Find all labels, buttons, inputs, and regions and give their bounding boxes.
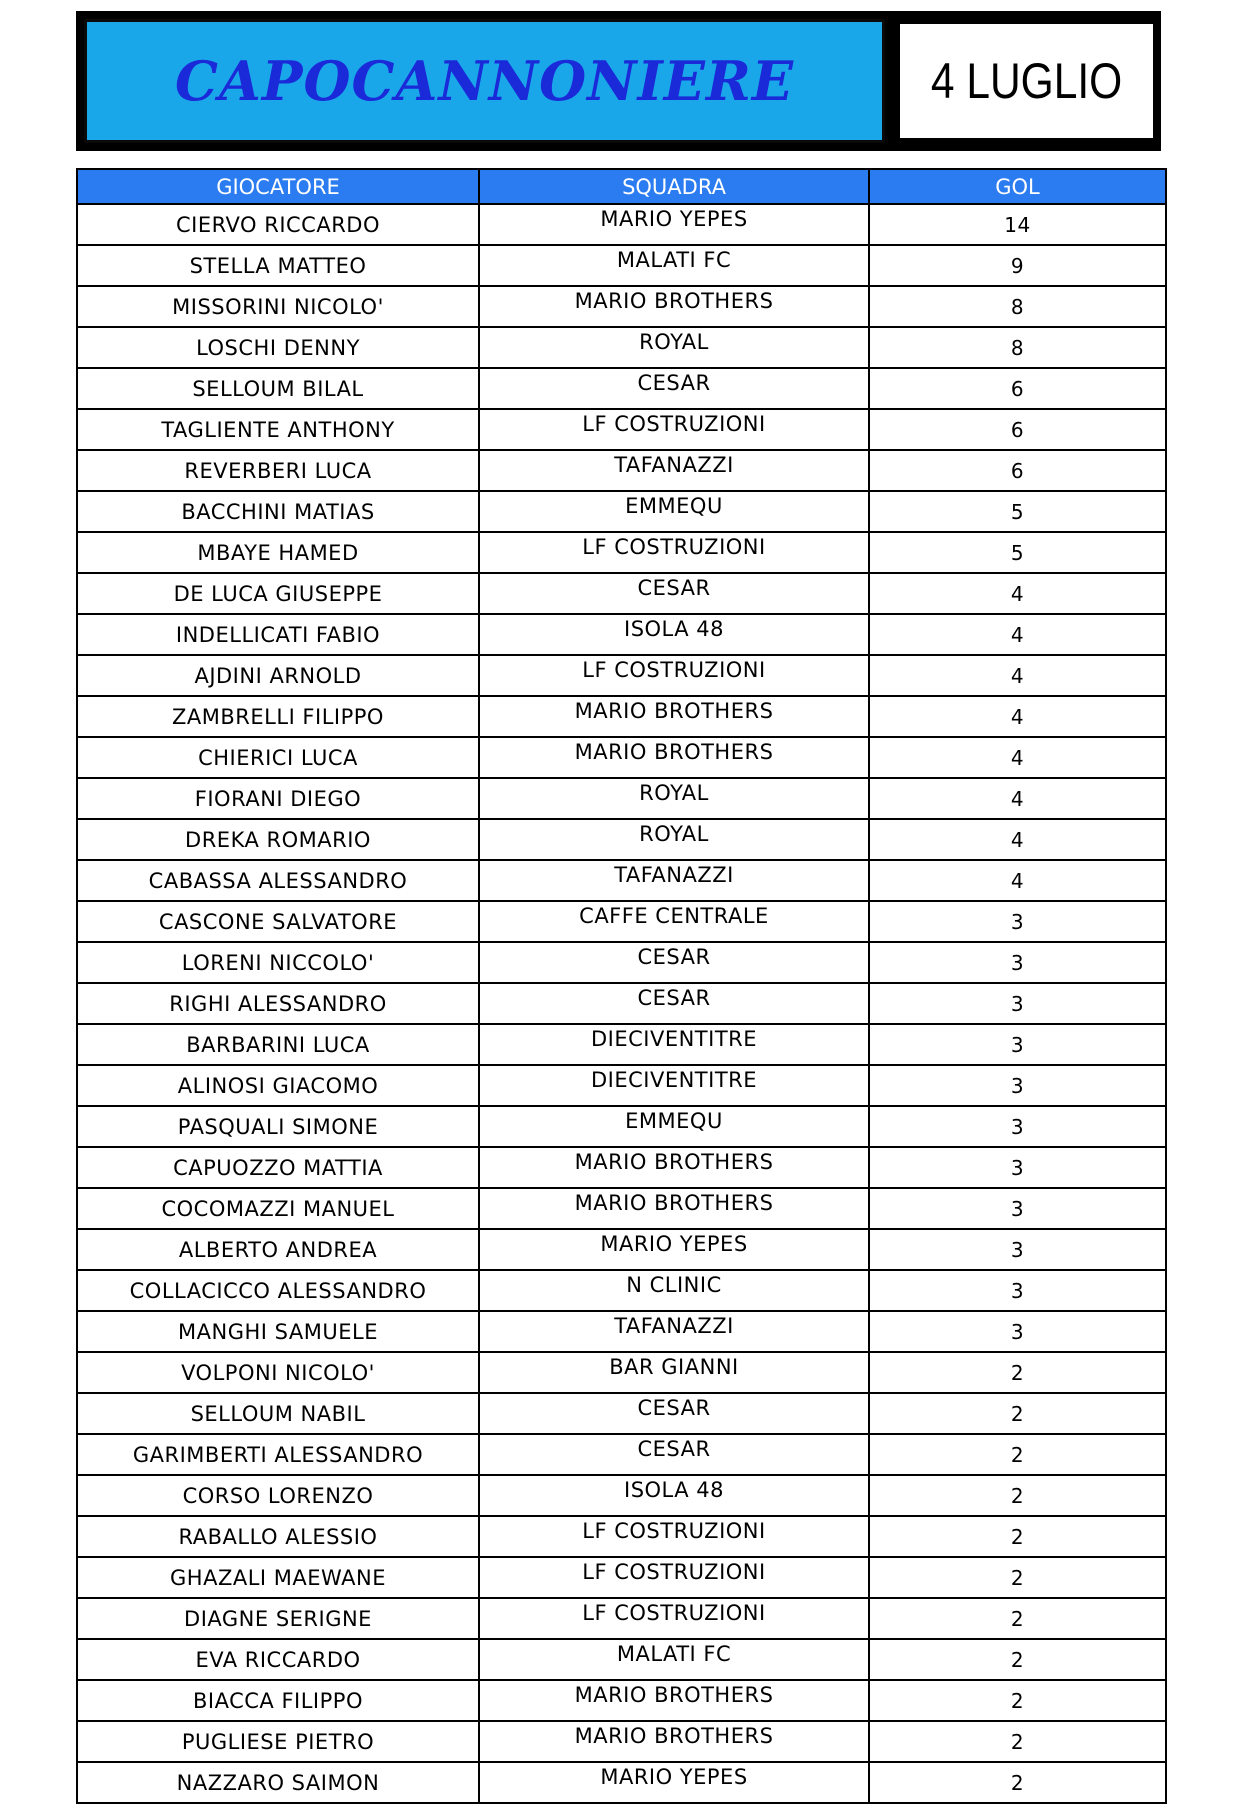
team-name: MARIO BROTHERS [479, 1680, 869, 1721]
team-name: MALATI FC [479, 1639, 869, 1680]
team-name: TAFANAZZI [479, 860, 869, 901]
team-name: CAFFE CENTRALE [479, 901, 869, 942]
table-row [77, 491, 1166, 532]
table-row [77, 655, 1166, 696]
player-name: NAZZARO SAIMON [77, 1762, 479, 1803]
column-header-player: GIOCATORE [77, 169, 479, 204]
player-name: SELLOUM BILAL [77, 368, 479, 409]
goal-count: 3 [869, 1147, 1166, 1188]
table-row [77, 1475, 1166, 1516]
goal-count: 2 [869, 1557, 1166, 1598]
table-row [77, 532, 1166, 573]
date-label: 4 LUGLIO [930, 53, 1123, 109]
goal-count: 4 [869, 860, 1166, 901]
goal-count: 2 [869, 1393, 1166, 1434]
goal-count: 3 [869, 1106, 1166, 1147]
goal-count: 4 [869, 573, 1166, 614]
goal-count: 2 [869, 1475, 1166, 1516]
table-row [77, 778, 1166, 819]
team-name: MARIO BROTHERS [479, 286, 869, 327]
goal-count: 5 [869, 532, 1166, 573]
player-name: VOLPONI NICOLO' [77, 1352, 479, 1393]
table-row [77, 1557, 1166, 1598]
player-name: CHIERICI LUCA [77, 737, 479, 778]
team-name: CESAR [479, 1434, 869, 1475]
player-name: MISSORINI NICOLO' [77, 286, 479, 327]
table-row [77, 942, 1166, 983]
player-name: RIGHI ALESSANDRO [77, 983, 479, 1024]
team-name: LF COSTRUZIONI [479, 1598, 869, 1639]
player-name: LORENI NICCOLO' [77, 942, 479, 983]
team-name: MARIO YEPES [479, 1229, 869, 1270]
goal-count: 3 [869, 1024, 1166, 1065]
table-row [77, 1352, 1166, 1393]
goal-count: 2 [869, 1516, 1166, 1557]
player-name: MBAYE HAMED [77, 532, 479, 573]
goal-count: 9 [869, 245, 1166, 286]
player-name: DE LUCA GIUSEPPE [77, 573, 479, 614]
table-row [77, 573, 1166, 614]
team-name: MARIO BROTHERS [479, 1721, 869, 1762]
table-row [77, 983, 1166, 1024]
player-name: INDELLICATI FABIO [77, 614, 479, 655]
goal-count: 3 [869, 1065, 1166, 1106]
date-box [900, 24, 1153, 138]
team-name: MARIO YEPES [479, 1762, 869, 1803]
player-name: RABALLO ALESSIO [77, 1516, 479, 1557]
table-row [77, 901, 1166, 942]
team-name: EMMEQU [479, 491, 869, 532]
goal-count: 2 [869, 1721, 1166, 1762]
team-name: LF COSTRUZIONI [479, 1557, 869, 1598]
team-name: LF COSTRUZIONI [479, 409, 869, 450]
header-banner [76, 11, 1161, 151]
table-row [77, 696, 1166, 737]
team-name: N CLINIC [479, 1270, 869, 1311]
player-name: ALINOSI GIACOMO [77, 1065, 479, 1106]
table-row [77, 204, 1166, 245]
goal-count: 3 [869, 1311, 1166, 1352]
player-name: PUGLIESE PIETRO [77, 1721, 479, 1762]
player-name: BACCHINI MATIAS [77, 491, 479, 532]
player-name: STELLA MATTEO [77, 245, 479, 286]
table-body [77, 204, 1166, 1803]
goal-count: 4 [869, 614, 1166, 655]
goal-count: 2 [869, 1352, 1166, 1393]
goal-count: 4 [869, 819, 1166, 860]
scorers-table [76, 168, 1167, 1804]
team-name: CESAR [479, 983, 869, 1024]
team-name: LF COSTRUZIONI [479, 532, 869, 573]
player-name: SELLOUM NABIL [77, 1393, 479, 1434]
player-name: AJDINI ARNOLD [77, 655, 479, 696]
table-row [77, 327, 1166, 368]
player-name: EVA RICCARDO [77, 1639, 479, 1680]
player-name: COCOMAZZI MANUEL [77, 1188, 479, 1229]
team-name: CESAR [479, 368, 869, 409]
player-name: CAPUOZZO MATTIA [77, 1147, 479, 1188]
goal-count: 4 [869, 696, 1166, 737]
table-row [77, 737, 1166, 778]
team-name: ROYAL [479, 327, 869, 368]
goal-count: 3 [869, 1229, 1166, 1270]
table-row [77, 286, 1166, 327]
goal-count: 14 [869, 204, 1166, 245]
goal-count: 4 [869, 778, 1166, 819]
table-row [77, 1598, 1166, 1639]
team-name: MARIO BROTHERS [479, 737, 869, 778]
team-name: ROYAL [479, 819, 869, 860]
goal-count: 4 [869, 655, 1166, 696]
goal-count: 2 [869, 1639, 1166, 1680]
goal-count: 8 [869, 286, 1166, 327]
goal-count: 2 [869, 1762, 1166, 1803]
goal-count: 6 [869, 450, 1166, 491]
team-name: LF COSTRUZIONI [479, 655, 869, 696]
team-name: ISOLA 48 [479, 1475, 869, 1516]
table-row [77, 1721, 1166, 1762]
team-name: ROYAL [479, 778, 869, 819]
table-row [77, 1147, 1166, 1188]
table-row [77, 450, 1166, 491]
player-name: CIERVO RICCARDO [77, 204, 479, 245]
title-box [84, 19, 885, 143]
player-name: FIORANI DIEGO [77, 778, 479, 819]
table-row [77, 819, 1166, 860]
team-name: MARIO BROTHERS [479, 696, 869, 737]
player-name: DIAGNE SERIGNE [77, 1598, 479, 1639]
goal-count: 5 [869, 491, 1166, 532]
team-name: TAFANAZZI [479, 1311, 869, 1352]
team-name: CESAR [479, 1393, 869, 1434]
team-name: MARIO BROTHERS [479, 1147, 869, 1188]
table-row [77, 1229, 1166, 1270]
team-name: DIECIVENTITRE [479, 1065, 869, 1106]
column-header-team: SQUADRA [479, 169, 869, 204]
table-row [77, 1188, 1166, 1229]
player-name: COLLACICCO ALESSANDRO [77, 1270, 479, 1311]
table-row [77, 1434, 1166, 1475]
table-row [77, 614, 1166, 655]
page-title: CAPOCANNONIERE [175, 49, 794, 113]
team-name: ISOLA 48 [479, 614, 869, 655]
table-row [77, 1516, 1166, 1557]
player-name: TAGLIENTE ANTHONY [77, 409, 479, 450]
table-row [77, 245, 1166, 286]
team-name: CESAR [479, 942, 869, 983]
player-name: REVERBERI LUCA [77, 450, 479, 491]
player-name: CABASSA ALESSANDRO [77, 860, 479, 901]
team-name: BAR GIANNI [479, 1352, 869, 1393]
table-row [77, 1639, 1166, 1680]
goal-count: 2 [869, 1434, 1166, 1475]
table-row [77, 1311, 1166, 1352]
table-header-row [77, 169, 1166, 204]
team-name: EMMEQU [479, 1106, 869, 1147]
player-name: MANGHI SAMUELE [77, 1311, 479, 1352]
goal-count: 6 [869, 368, 1166, 409]
goal-count: 6 [869, 409, 1166, 450]
team-name: DIECIVENTITRE [479, 1024, 869, 1065]
goal-count: 3 [869, 1188, 1166, 1229]
table-row [77, 1065, 1166, 1106]
team-name: MARIO BROTHERS [479, 1188, 869, 1229]
team-name: CESAR [479, 573, 869, 614]
player-name: ZAMBRELLI FILIPPO [77, 696, 479, 737]
goal-count: 3 [869, 942, 1166, 983]
player-name: PASQUALI SIMONE [77, 1106, 479, 1147]
player-name: LOSCHI DENNY [77, 327, 479, 368]
goal-count: 4 [869, 737, 1166, 778]
table-row [77, 409, 1166, 450]
team-name: MALATI FC [479, 245, 869, 286]
table-row [77, 1762, 1166, 1803]
player-name: BARBARINI LUCA [77, 1024, 479, 1065]
table-row [77, 1680, 1166, 1721]
table-row [77, 368, 1166, 409]
player-name: GARIMBERTI ALESSANDRO [77, 1434, 479, 1475]
player-name: GHAZALI MAEWANE [77, 1557, 479, 1598]
goal-count: 2 [869, 1598, 1166, 1639]
table-row [77, 1024, 1166, 1065]
table-row [77, 1106, 1166, 1147]
table-row [77, 1270, 1166, 1311]
goal-count: 3 [869, 1270, 1166, 1311]
player-name: CORSO LORENZO [77, 1475, 479, 1516]
goal-count: 8 [869, 327, 1166, 368]
team-name: TAFANAZZI [479, 450, 869, 491]
player-name: ALBERTO ANDREA [77, 1229, 479, 1270]
goal-count: 3 [869, 983, 1166, 1024]
column-header-goals: GOL [869, 169, 1166, 204]
table-row [77, 1393, 1166, 1434]
player-name: CASCONE SALVATORE [77, 901, 479, 942]
player-name: DREKA ROMARIO [77, 819, 479, 860]
team-name: LF COSTRUZIONI [479, 1516, 869, 1557]
team-name: MARIO YEPES [479, 204, 869, 245]
player-name: BIACCA FILIPPO [77, 1680, 479, 1721]
goal-count: 3 [869, 901, 1166, 942]
table-row [77, 860, 1166, 901]
goal-count: 2 [869, 1680, 1166, 1721]
